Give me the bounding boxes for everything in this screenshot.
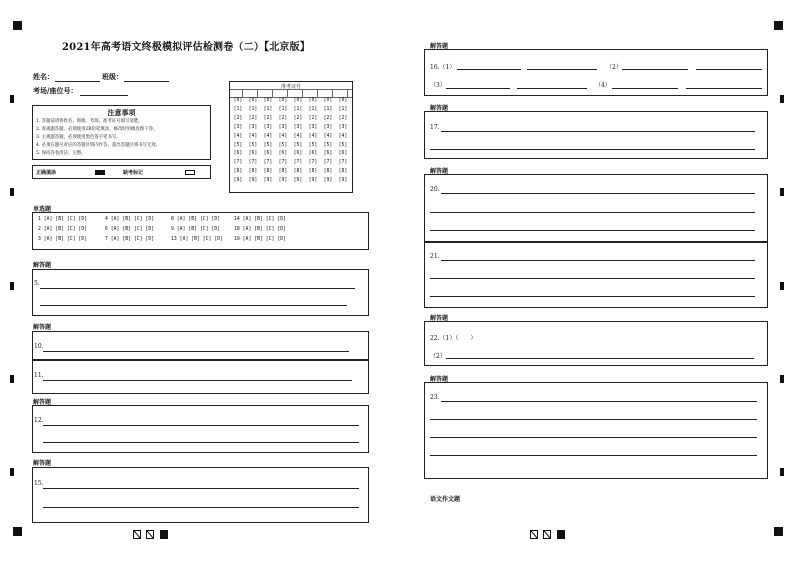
q22-part2: （2） [430, 353, 446, 360]
answer-line[interactable] [43, 351, 349, 352]
answer-box-q17 [424, 111, 768, 159]
exam-id-bubble[interactable]: [8] [308, 169, 318, 175]
exam-id-bubble[interactable]: [7] [263, 160, 273, 166]
exam-id-bubble[interactable]: [2] [233, 115, 243, 121]
q10-number: 10. [34, 343, 44, 350]
exam-id-bubble[interactable]: [8] [293, 169, 303, 175]
exam-id-column [338, 97, 348, 186]
exam-id-bubble[interactable]: [4] [293, 133, 303, 139]
exam-room-field[interactable] [80, 95, 128, 96]
exam-id-bubble[interactable]: [8] [278, 169, 288, 175]
exam-id-bubble[interactable]: [3] [338, 124, 348, 130]
page-title: 2021年高考语文终极模拟评估检测卷（二）【北京版】 [62, 42, 311, 53]
exam-id-bubble[interactable]: [7] [308, 160, 318, 166]
timing-mark [780, 468, 784, 476]
answer-line[interactable] [40, 288, 355, 289]
exam-id-bubble[interactable]: [7] [323, 160, 333, 166]
exam-id-column [233, 97, 243, 186]
section-label: 解答题 [430, 43, 449, 50]
exam-id-bubble[interactable]: [9] [263, 178, 273, 184]
correct-fill-sample [95, 170, 105, 175]
answer-line[interactable] [441, 193, 755, 194]
exam-id-bubble[interactable]: [5] [323, 142, 333, 148]
exam-id-digit-input[interactable] [233, 89, 243, 97]
exam-id-bubble[interactable]: [3] [323, 124, 333, 130]
exam-id-bubble[interactable]: [0] [233, 98, 243, 103]
section-label: 解答题 [33, 262, 52, 269]
exam-id-bubble[interactable]: [7] [248, 160, 258, 166]
page-mark-icon [133, 530, 141, 539]
answer-line[interactable] [430, 212, 755, 213]
notice-item: 4. 必须在题号对应的答题区域内作答，超出答题区域书写无效。 [36, 143, 161, 148]
answer-line[interactable] [40, 305, 347, 306]
section-label: 解答题 [430, 105, 449, 112]
choice-question[interactable]: 4 [A] [B] [C] [D] [105, 217, 155, 222]
q21-number: 21. [430, 253, 440, 260]
exam-id-bubble[interactable]: [5] [263, 142, 273, 148]
exam-id-bubble[interactable]: [6] [338, 151, 348, 157]
choice-question[interactable]: 8 [A] [B] [C] [D] [171, 217, 221, 222]
exam-id-bubble[interactable]: [9] [233, 178, 243, 184]
exam-id-bubble[interactable]: [1] [248, 106, 258, 112]
notice-box [32, 105, 211, 160]
absent-mark-label: 缺考标记 [123, 170, 144, 176]
answer-line[interactable] [441, 260, 755, 261]
q16-part4: （4） [595, 82, 611, 89]
exam-id-bubble[interactable]: [1] [293, 106, 303, 112]
exam-id-bubble[interactable]: [7] [293, 160, 303, 166]
exam-id-column [293, 97, 303, 186]
notice-item: 5. 保持答卷清洁、完整。 [36, 151, 86, 156]
exam-id-bubble[interactable]: [8] [338, 169, 348, 175]
choice-question[interactable]: 6 [A] [B] [C] [D] [105, 227, 155, 232]
answer-line[interactable] [430, 437, 757, 438]
notice-item: 1. 答题前请将姓名、班级、考场、准考证号填写清楚。 [36, 119, 143, 124]
q12-number: 12. [34, 417, 44, 424]
exam-id-bubble[interactable]: [6] [233, 151, 243, 157]
exam-id-bubble[interactable]: [9] [338, 178, 348, 184]
exam-id-bubble[interactable]: [6] [308, 151, 318, 157]
answer-line[interactable] [43, 425, 359, 426]
exam-id-bubble[interactable]: [0] [278, 98, 288, 103]
corner-mark-top-left [13, 21, 22, 30]
q11-number: 11. [34, 372, 44, 379]
exam-id-bubble[interactable]: [3] [248, 124, 258, 130]
answer-box-q12 [32, 405, 369, 453]
answer-line[interactable] [527, 69, 597, 70]
exam-id-bubble[interactable]: [5] [293, 142, 303, 148]
exam-id-bubble[interactable]: [2] [263, 115, 273, 121]
choice-question[interactable]: 14 [A] [B] [C] [D] [234, 217, 286, 222]
exam-id-digit-input[interactable] [308, 89, 318, 97]
answer-line[interactable] [430, 455, 757, 456]
exam-id-bubble[interactable]: [4] [263, 133, 273, 139]
q5-number: 5. [34, 280, 40, 287]
exam-id-digit-input[interactable] [338, 89, 348, 97]
answer-box-q22 [424, 321, 768, 366]
q23-number: 23. [430, 394, 440, 401]
exam-id-bubble[interactable]: [6] [293, 151, 303, 157]
answer-box-q11 [32, 360, 369, 394]
corner-mark-bottom-right [774, 527, 783, 536]
answer-box-q15 [32, 467, 369, 523]
answer-box-q10 [32, 331, 369, 360]
page-mark-solid [557, 530, 565, 539]
answer-line[interactable] [457, 69, 521, 70]
timing-mark [780, 282, 784, 290]
exam-id-bubble[interactable]: [0] [338, 98, 348, 103]
answer-line[interactable] [696, 69, 762, 70]
q22-part1: 22.（1）（ ） [430, 335, 477, 342]
timing-mark [10, 95, 14, 103]
answer-box-q21 [424, 242, 768, 308]
answer-line[interactable] [612, 88, 678, 89]
exam-id-bubble[interactable]: [0] [323, 98, 333, 103]
answer-line[interactable] [43, 507, 359, 508]
section-label: 解答题 [430, 315, 449, 322]
exam-id-bubble[interactable]: [6] [263, 151, 273, 157]
exam-id-bubble[interactable]: [0] [308, 98, 318, 103]
choice-question[interactable]: 13 [A] [B] [C] [D] [171, 237, 223, 242]
exam-id-bubble[interactable]: [8] [233, 169, 243, 175]
notice-item: 2. 客观题答题，必须使用2B铅笔填涂，修改时用橡皮擦干净。 [36, 127, 158, 132]
answer-line[interactable] [430, 278, 755, 279]
correct-fill-label: 正确填涂 [36, 170, 57, 176]
page-mark-solid [160, 530, 168, 539]
choice-section [32, 212, 369, 250]
exam-id-bubble[interactable]: [4] [338, 133, 348, 139]
exam-id-bubble[interactable]: [5] [338, 142, 348, 148]
answer-line[interactable] [430, 419, 757, 420]
timing-mark [10, 188, 14, 196]
exam-id-column [308, 97, 318, 186]
exam-id-title: 准考证号 [280, 84, 301, 90]
exam-id-bubble[interactable]: [3] [263, 124, 273, 130]
exam-id-bubble[interactable]: [3] [233, 124, 243, 130]
class-field[interactable] [124, 81, 169, 82]
exam-id-digit-input[interactable] [263, 89, 273, 97]
exam-id-bubble[interactable]: [9] [293, 178, 303, 184]
exam-id-bubble[interactable]: [1] [278, 106, 288, 112]
answer-line[interactable] [430, 296, 755, 297]
answer-line[interactable] [441, 401, 757, 402]
exam-id-bubble[interactable]: [2] [308, 115, 318, 121]
choice-question[interactable]: 19 [A] [B] [C] [D] [234, 237, 286, 242]
exam-id-column [323, 97, 333, 186]
answer-line[interactable] [446, 88, 510, 89]
exam-id-bubble[interactable]: [9] [278, 178, 288, 184]
notice-item: 3. 主观题答题，必须使用黑色签字笔书写。 [36, 135, 121, 140]
exam-id-bubble[interactable]: [0] [263, 98, 273, 103]
answer-line[interactable] [686, 88, 762, 89]
exam-id-column [278, 97, 288, 186]
answer-line[interactable] [517, 88, 587, 89]
exam-id-bubble[interactable]: [4] [248, 133, 258, 139]
exam-id-bubble[interactable]: [1] [323, 106, 333, 112]
section-label: 解答题 [430, 376, 449, 383]
timing-mark [10, 282, 14, 290]
page-mark-icon [543, 530, 551, 539]
exam-id-bubble[interactable]: [1] [263, 106, 273, 112]
exam-id-digit-input[interactable] [293, 89, 303, 97]
q17-number: 17. [430, 124, 440, 131]
notice-title: 注意事项 [107, 108, 136, 117]
exam-id-bubble[interactable]: [9] [323, 178, 333, 184]
q16-part1: 16.（1） [430, 64, 456, 71]
exam-id-bubble[interactable]: [2] [248, 115, 258, 121]
choice-question[interactable]: 7 [A] [B] [C] [D] [105, 237, 155, 242]
timing-mark [10, 375, 14, 383]
answer-line[interactable] [430, 230, 755, 231]
exam-id-bubble[interactable]: [4] [308, 133, 318, 139]
exam-id-bubble[interactable]: [7] [278, 160, 288, 166]
section-label: 解答题 [33, 460, 52, 467]
timing-mark [780, 188, 784, 196]
exam-id-bubble[interactable]: [8] [323, 169, 333, 175]
exam-id-bubble[interactable]: [2] [293, 115, 303, 121]
exam-id-bubble[interactable]: [4] [323, 133, 333, 139]
section-label: 解答题 [430, 168, 449, 175]
exam-id-bubble[interactable]: [3] [293, 124, 303, 130]
exam-id-bubble[interactable]: [1] [233, 106, 243, 112]
exam-id-bubble[interactable]: [5] [233, 142, 243, 148]
exam-id-bubble[interactable]: [0] [293, 98, 303, 103]
exam-id-digit-input[interactable] [248, 89, 258, 97]
exam-id-bubble[interactable]: [5] [308, 142, 318, 148]
choice-question[interactable]: 2 [A] [B] [C] [D] [38, 227, 88, 232]
exam-id-bubble[interactable]: [2] [338, 115, 348, 121]
section-label: 解答题 [33, 324, 52, 331]
exam-id-bubble[interactable]: [0] [248, 98, 258, 103]
exam-id-digit-input[interactable] [323, 89, 333, 97]
exam-id-column [263, 97, 273, 186]
name-field[interactable] [55, 81, 100, 82]
choice-question[interactable]: 3 [A] [B] [C] [D] [38, 237, 88, 242]
exam-id-column [248, 97, 258, 186]
page-mark-icon [530, 530, 538, 539]
timing-mark [780, 375, 784, 383]
exam-id-bubble[interactable]: [2] [278, 115, 288, 121]
exam-id-bubble[interactable]: [3] [308, 124, 318, 130]
exam-id-bubble[interactable]: [1] [338, 106, 348, 112]
answer-box-q5 [32, 269, 369, 316]
absent-mark-box[interactable] [185, 170, 195, 175]
exam-id-bubble[interactable]: [8] [248, 169, 258, 175]
choice-question[interactable]: 18 [A] [B] [C] [D] [234, 227, 286, 232]
q16-part3: （3） [430, 82, 446, 89]
answer-box-q20 [424, 174, 768, 242]
q15-number: 15. [34, 480, 44, 487]
exam-id-bubble[interactable]: [3] [278, 124, 288, 130]
exam-id-bubble[interactable]: [7] [233, 160, 243, 166]
answer-line[interactable] [43, 488, 359, 489]
exam-id-bubble[interactable]: [2] [323, 115, 333, 121]
choice-question[interactable]: 1 [A] [B] [C] [D] [38, 217, 88, 222]
fill-legend [32, 165, 211, 179]
timing-mark [10, 468, 14, 476]
answer-line[interactable] [441, 131, 755, 132]
exam-id-bubble[interactable]: [5] [248, 142, 258, 148]
exam-id-bubble[interactable]: [5] [278, 142, 288, 148]
choice-question[interactable]: 9 [A] [B] [C] [D] [171, 227, 221, 232]
exam-room-label: 考场/座位号： [33, 86, 78, 95]
exam-id-bubble[interactable]: [6] [278, 151, 288, 157]
essay-section-label: 语文作文题 [430, 496, 461, 503]
answer-line[interactable] [43, 442, 359, 443]
name-label: 姓名： [33, 72, 54, 81]
q16-part2: （2） [606, 64, 622, 71]
answer-line[interactable] [446, 358, 754, 359]
answer-line[interactable] [430, 149, 755, 150]
exam-id-bubble[interactable]: [1] [308, 106, 318, 112]
exam-id-bubble[interactable]: [4] [278, 133, 288, 139]
exam-id-bubble[interactable]: [7] [338, 160, 348, 166]
exam-id-digit-input[interactable] [278, 89, 288, 97]
q20-number: 20. [430, 186, 440, 193]
answer-box-q23 [424, 382, 768, 479]
exam-id-bubble[interactable]: [8] [263, 169, 273, 175]
answer-line[interactable] [622, 69, 688, 70]
timing-mark [780, 95, 784, 103]
answer-line[interactable] [43, 380, 352, 381]
choice-section-title: 单选题 [33, 206, 52, 213]
exam-id-bubble[interactable]: [4] [233, 133, 243, 139]
exam-id-bubble[interactable]: [6] [248, 151, 258, 157]
corner-mark-bottom-left [13, 527, 22, 536]
corner-mark-top-right [774, 21, 783, 30]
exam-id-bubble[interactable]: [6] [323, 151, 333, 157]
section-label: 解答题 [33, 399, 52, 406]
exam-id-bubble[interactable]: [9] [308, 178, 318, 184]
exam-id-bubble[interactable]: [9] [248, 178, 258, 184]
exam-id-grid [229, 81, 353, 193]
class-label: 班级： [102, 72, 123, 81]
page-mark-icon [146, 530, 154, 539]
